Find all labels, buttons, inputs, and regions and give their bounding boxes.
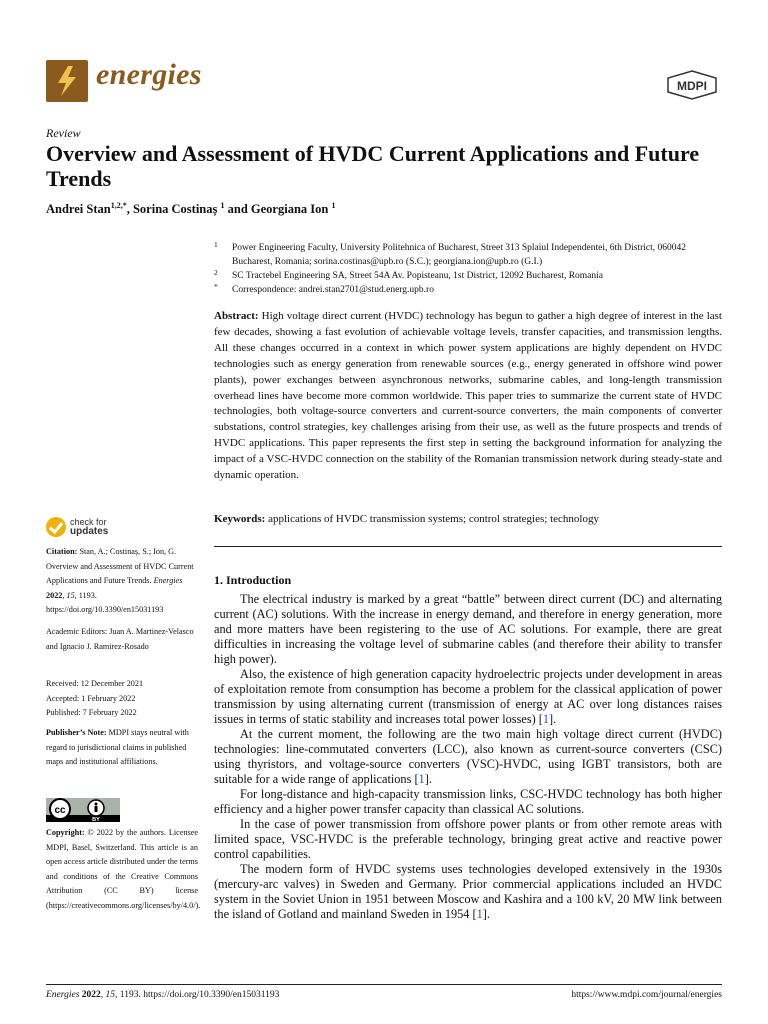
paper-title: Overview and Assessment of HVDC Current Applications and Future Trends (46, 141, 700, 191)
citation-label: Citation: (46, 547, 78, 556)
sentence-end: . (486, 907, 490, 921)
section-heading: 1. Introduction (214, 573, 292, 587)
abstract-text: High voltage direct current (HVDC) technology has begun to gather a high degree of interest in the last few decades, showing a fast evolution of achievable voltage levels, transfer capacities, and transmission lengths. All these changes occurred in a context in which power system applications are highly dependent on HVDC technologies such as energy generation from renewable sources (e.g., energy generated in offshore wind power plants), power exchanges between asynchronous networks, submarine cables, and long-length transmission overhead lines have become more common worldwide. This paper tries to summarize the current state of HVDC technologies, both voltage-source converters and current-source converters, the main components of converter substations, control strategies, key challenges arising from their use, as well as the future prospects and trends of HVDC applications. This paper represents the first step in setting the background information for analyzing the impact of a VSC-HVDC connection on the stability of the Romanian transmission network during steady-state and dynamic operation. (214, 310, 722, 482)
affiliation-mark: 1 (214, 240, 218, 249)
footer-journal: Energies (46, 990, 80, 1000)
footer-citation (46, 990, 279, 1000)
affiliation-item (214, 283, 724, 297)
affiliation-item (214, 241, 724, 269)
body-paragraph (214, 817, 722, 862)
citation-link[interactable]: 1 (476, 907, 483, 921)
citation-year: 2022 (46, 590, 63, 600)
journal-name: energies (96, 58, 202, 91)
citation-close: ] (482, 907, 487, 921)
section-body (214, 592, 722, 922)
citation-link[interactable]: 1 (542, 712, 550, 726)
citation-text: Stan, A.; Costinaș, S.; Ion, G. Overview and Assessment of HVDC Current Applications and Future Trends. (46, 547, 194, 586)
citation-volume: 15 (66, 590, 75, 600)
copyright-label: Copyright: (46, 828, 85, 837)
footer-volume: 15 (105, 990, 116, 1000)
keywords (214, 513, 722, 525)
author-separator: , (126, 202, 133, 217)
mdpi-logo (666, 70, 718, 100)
author-name[interactable]: Andrei Stan (46, 202, 111, 217)
affiliation-text: SC Tractebel Engineering SA, Street 54A Av. Popisteanu, 1st District, 12092 Bucharest, Romania (232, 271, 603, 281)
copyright-notice (46, 826, 201, 914)
copyright-text: © 2022 by the authors. Licensee MDPI, Basel, Switzerland. This article is an open access article distributed under the terms and conditions of the Creative Commons Attribution (CC BY) license (https://creativecommons.org/licenses/by/4.0/). (46, 828, 201, 910)
body-paragraph (214, 592, 722, 667)
svg-text:cc: cc (54, 805, 66, 816)
author-name[interactable]: Georgiana Ion (250, 202, 329, 217)
author-superscript: 1 (220, 201, 225, 210)
author-superscript: 1 (331, 201, 336, 210)
sentence-end: . (553, 712, 557, 726)
cc-by-label: BY (92, 817, 100, 822)
publication-dates (46, 677, 198, 721)
sentence-end: . (428, 772, 432, 786)
citation-open: [ (472, 907, 477, 921)
footer-doi[interactable]: , 1193. https://doi.org/10.3390/en15031193 (115, 990, 280, 1000)
article-type: Review (46, 126, 81, 140)
paragraph-text: For long-distance and high-capacity transmission links, CSC-HVDC technology has both higher efficiency and a higher power transfer capacity than classical AC solutions. (214, 787, 722, 816)
citation-close: ] (549, 712, 554, 726)
academic-editors: Academic Editors: Juan A. Martinez-Velasco and Ignacio J. Ramirez-Rosado (46, 627, 194, 651)
publisher-note (46, 726, 198, 770)
citation-doi[interactable]: , 1193. https://doi.org/10.3390/en15031193 (46, 590, 164, 615)
affiliation-mark: * (214, 282, 218, 291)
author-list (46, 201, 335, 217)
citation-close: ] (424, 772, 429, 786)
paragraph-text: In the case of power transmission from offshore power plants or from other remote areas with limited space, VSC-HVDC is the preferable technology, bringing great active and reactive power control capabilities. (214, 817, 722, 861)
journal-logo-icon (46, 60, 88, 102)
body-paragraph (214, 667, 722, 727)
body-paragraph (214, 787, 722, 817)
affiliation-mark: 2 (214, 268, 218, 277)
affiliation-item (214, 269, 724, 283)
paragraph-text: At the current moment, the following are the two main high voltage direct current (HVDC) technologies: line-commutated converters (LCC), also known as current-source converters (CSC) using thyristors, and voltage-source converters (VSC)-HVDC, using IGBT transistors, both are suitable for a wide range of applications (214, 727, 722, 786)
citation-open: [ (538, 712, 543, 726)
abstract-label: Abstract: (214, 310, 259, 322)
check-updates-button[interactable] (46, 516, 166, 542)
citation-link[interactable]: 1 (418, 772, 425, 786)
section-divider (214, 546, 722, 547)
footer-separator: , (100, 990, 106, 1000)
accepted-date: Accepted: 1 February 2022 (46, 693, 136, 703)
keywords-label: Keywords: (214, 513, 266, 525)
author-superscript: 1,2,* (110, 201, 127, 210)
paragraph-text: Also, the existence of high generation capacity hydroelectric projects under development in areas of exploitation remote from consumption has become a problem for the classical application of power transmission by using alternating current (transmission of energy at AC over long distances raises issues in terms of static stability and increases total power losses) (214, 667, 722, 726)
citation-open: [ (414, 772, 419, 786)
footer-journal-url[interactable]: https://www.mdpi.com/journal/energies (571, 990, 722, 1000)
abstract (214, 309, 722, 484)
paragraph-text: The electrical industry is marked by a great “battle” between direct current (DC) and alternating current (AC) solutions. With the increase in energy demand, and therefore in energy generation, more and more matters have been registering to the use of AC solutions. For example, there are great difficulties in increasing the voltage level of submarine cables (and therefore their ability to transfer high power). (214, 592, 722, 666)
publisher-note-label: Publisher’s Note: (46, 728, 107, 737)
body-paragraph (214, 862, 722, 922)
citation-block (46, 545, 198, 618)
author-separator: and (224, 202, 251, 217)
checkmark-icon (46, 517, 66, 537)
affiliation-text: Power Engineering Faculty, University Politehnica of Bucharest, Street 313 Splaiul Independentei, 6th District, 060042 Bucharest, Romania; sorina.costinas@upb.ro (S.C.); georgiana.ion@upb.ro (G.I.) (232, 243, 686, 267)
author-name[interactable]: Sorina Costinaș (132, 202, 218, 217)
publisher-note-text: MDPI stays neutral with regard to jurisdictional claims in published maps and institutional affiliations. (46, 728, 189, 767)
citation-journal: Energies (153, 576, 183, 586)
publisher-name: MDPI (677, 79, 707, 93)
check-updates-line2: updates (70, 526, 109, 537)
paragraph-text: The modern form of HVDC systems uses technologies developed extensively in the 1930s (mercury-arc valves) in Sweden and Germany. Prior commercial applications included an HVDC system in the Soviet Union in 1951 between Moscow and Kashira and a 100 kV, 20 MW link between the island of Gotland and mainland Sweden in 1954 (214, 862, 722, 921)
footer-divider (46, 984, 722, 985)
affiliation-text: Correspondence: andrei.stan2701@stud.energ.upb.ro (232, 285, 434, 295)
received-date: Received: 12 December 2021 (46, 679, 144, 688)
cc-by-license-icon[interactable] (46, 798, 120, 822)
footer-year: 2022 (79, 990, 101, 1000)
keywords-text: applications of HVDC transmission systems; control strategies; technology (265, 513, 599, 525)
check-updates-line1: check for (70, 517, 107, 527)
affiliations (214, 241, 724, 297)
body-paragraph (214, 727, 722, 787)
published-date: Published: 7 February 2022 (46, 708, 137, 718)
citation-separator: , (62, 590, 67, 600)
